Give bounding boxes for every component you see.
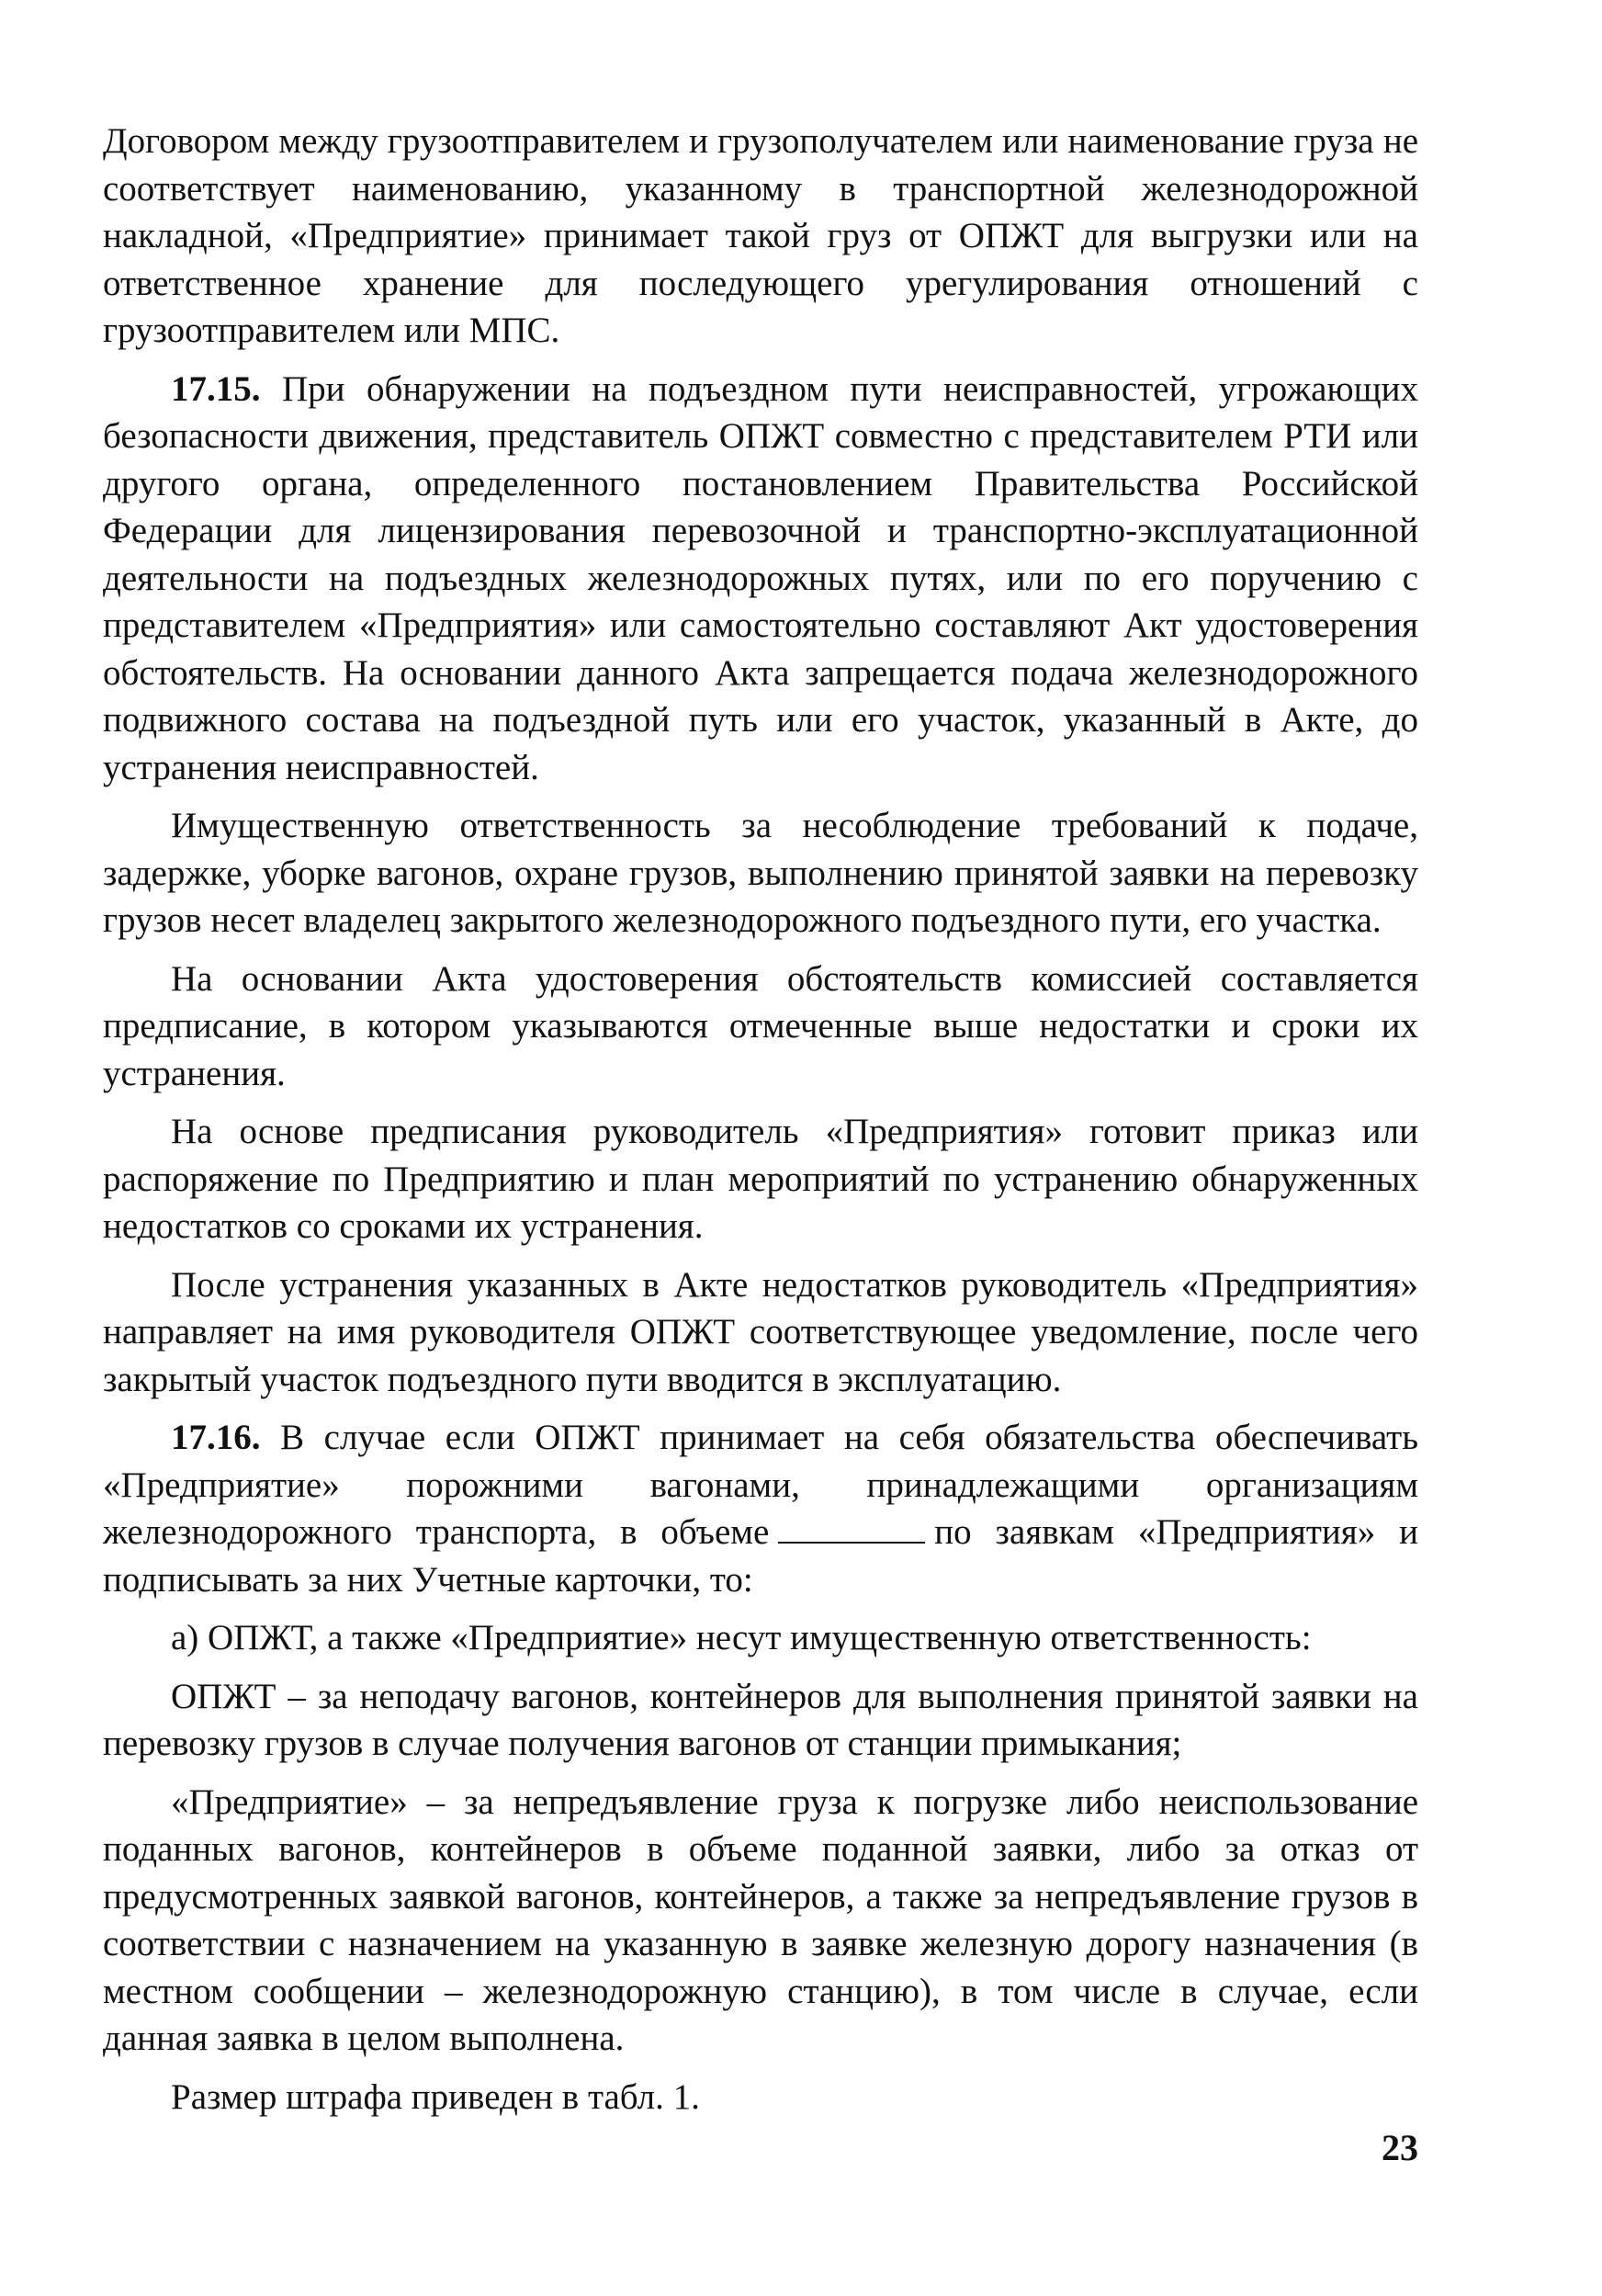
paragraph-text: а) ОПЖТ, а также «Предприятие» несут имущественную ответственность: [171,1618,1312,1657]
paragraph-item-a [103,1614,1418,1662]
paragraph-text: Договором между грузоотправителем и грузополучателем или наименование груза не соответствует наименованию, указанному в транспортной железнодорожной накладной, «Предприятие» принимает такой груз от ОПЖТ для выгрузки или на ответственное хранение для последующего урегулирования отношений с грузоотправителем или МПС. [103,121,1418,350]
paragraph-continuation [103,118,1418,355]
paragraph-prescription [103,956,1418,1098]
paragraph-17-16 [103,1414,1418,1603]
paragraph-text: «Предприятие» – за непредъявление груза к погрузке либо неиспользование поданных вагонов, контейнеров в объеме поданной заявки, либо за отказ от предусмотренных заявкой вагонов, контейнеров, а также за непредъявление грузов в соответствии с назначением на указанную в заявке железную дорогу назначения (в местном сообщении – железнодорожную станцию), в том числе в случае, если данная заявка в целом выполнена. [103,1781,1418,2058]
paragraph-text: При обнаружении на подъездном пути неисправностей, угрожающих безопасности движения, представитель ОПЖТ совместно с представителем РТИ или другого органа, определенного постановлением Правительства Российской Федерации для лицензирования перевозочной и транспортно-эксплуатационной деятельности на подъездных железнодорожных путях, или по его поручению с представителем «Предприятия» или самостоятельно составляют Акт удостоверения обстоятельств. На основании данного Акта запрещается подача железнодорожного подвижного состава на подъездной путь или его участок, указанный в Акте, до устранения неисправностей. [103,368,1418,787]
paragraph-text: На основании Акта удостоверения обстоятельств комиссией составляется предписание, в котором указываются отмеченные выше недостатки и сроки их устранения. [103,958,1418,1093]
paragraph-text: После устранения указанных в Акте недостатков руководитель «Предприятия» направляет на имя руководителя ОПЖТ соответствующее уведомление, после чего закрытый участок подъездного пути вводится в эксплуатацию. [103,1264,1418,1399]
paragraph-text-before-blank: В случае если ОПЖТ принимает на себя обязательства обеспечивать «Предприятие» порожними вагонами, принадлежащими организациям железнодорожного транспорта, в объеме [103,1418,1418,1552]
paragraph-17-15 [103,366,1418,792]
paragraph-liability [103,802,1418,944]
fill-in-blank [778,1542,925,1544]
paragraph-notification [103,1261,1418,1404]
paragraph-order [103,1108,1418,1250]
paragraph-text-after-blank: по заявкам «Предприятия» и подписывать за них Учетные карточки, то: [103,1512,1418,1600]
page-number: 23 [1382,2127,1418,2168]
clause-number: 17.16. [171,1418,261,1457]
paragraph-text: Размер штрафа приведен в табл. 1. [171,2076,700,2117]
paragraph-text: Имущественную ответственность за несоблюдение требований к подаче, задержке, уборке вагонов, охране грузов, выполнению принятой заявки на перевозку грузов несет владелец закрытого железнодорожного подъездного пути, его участка. [103,806,1418,940]
clause-number: 17.15. [171,368,261,409]
paragraph-fine-reference [103,2074,1418,2121]
paragraph-opzht-liability [103,1673,1418,1768]
paragraph-text: ОПЖТ – за неподачу вагонов, контейнеров для выполнения принятой заявки на перевозку грузов в случае получения вагонов от станции примыкания; [103,1676,1418,1763]
paragraph-enterprise-liability [103,1779,1418,2063]
paragraph-text: На основе предписания руководитель «Предприятия» готовит приказ или распоряжение по Предприятию и план мероприятий по устранению обнаруженных недостатков со сроками их устранения. [103,1112,1418,1246]
document-page [103,118,1418,2132]
